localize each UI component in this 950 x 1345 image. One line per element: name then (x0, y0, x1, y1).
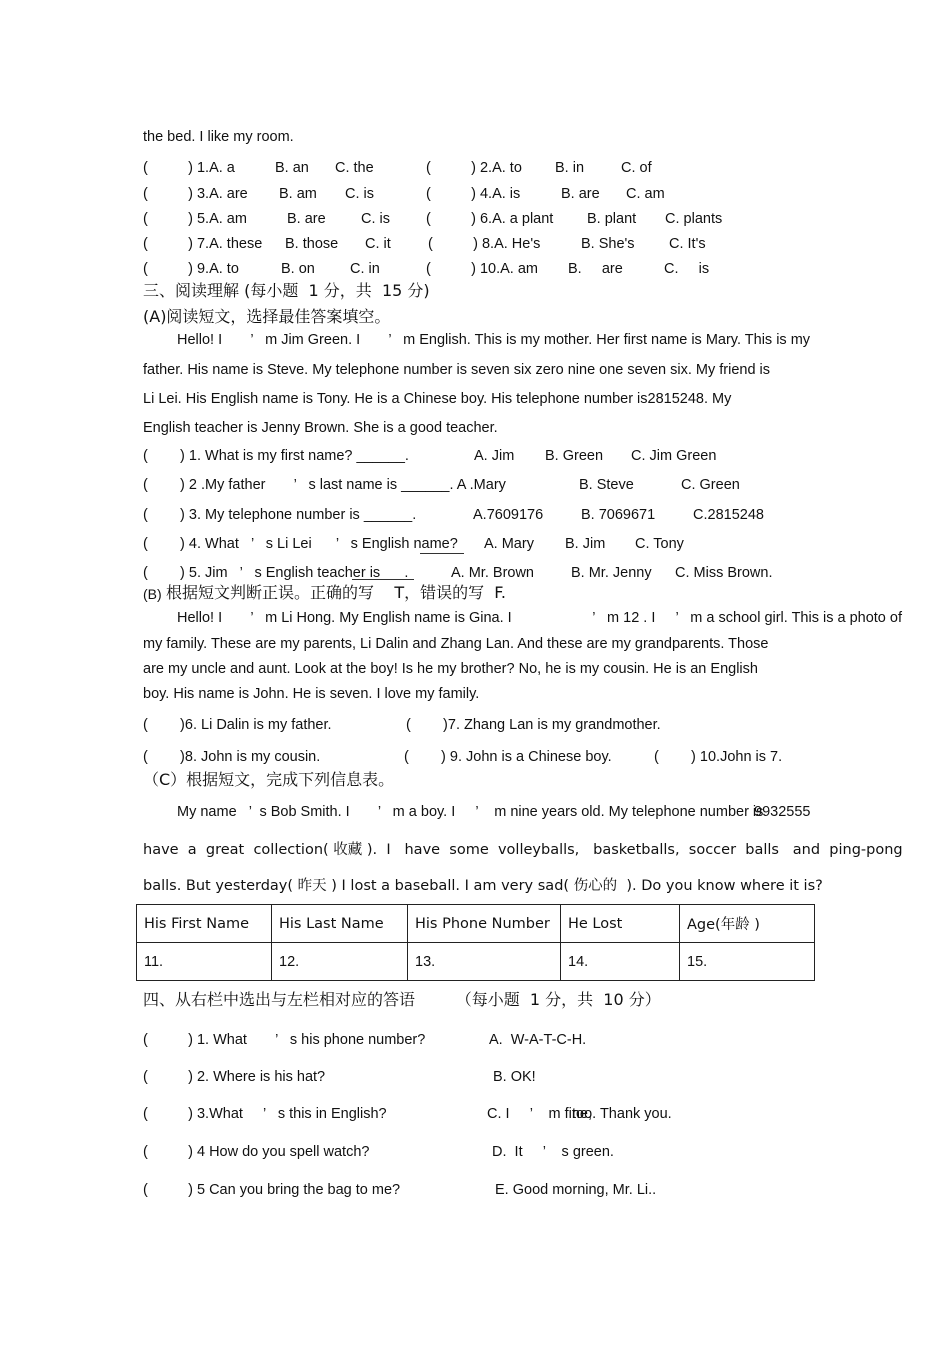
partA-passage-line2: father. His name is Steve. My telephone number is seven six zero nine one seven six. My friend is (143, 362, 771, 378)
partA-q5: ( ) 5. Jim ’ s English teacher is . (143, 565, 409, 581)
table-header-cell: He Lost (561, 905, 680, 943)
partB-q6: ( )6. Li Dalin is my father. (143, 717, 332, 733)
cloze-q4: ( ) 4.A. is (426, 186, 521, 202)
cloze-q2-b: B. in (555, 160, 585, 176)
table-cell[interactable]: 11. (137, 943, 272, 981)
cloze-q8: ( ) 8.A. He's (428, 236, 541, 252)
cloze-q7-b: B. those (285, 236, 339, 252)
partA-passage-line1: Hello! I ’ m Jim Green. I ’ m English. This is my mother. Her first name is Mary. This is my (177, 332, 811, 348)
cloze-q1-b: B. an (275, 160, 309, 176)
table-header-cell: His Phone Number (408, 905, 561, 943)
partC-passage-line2: have a great collection( 收藏 ). I have some volleyballs, basketballs, soccer balls and ping-pong (143, 842, 903, 858)
cloze-q10-c: C. is (664, 261, 710, 277)
partA-q4: ( ) 4. What ’ s Li Lei ’ s English name? (143, 536, 458, 552)
cloze-q7: ( ) 7.A. these (143, 236, 263, 252)
cloze-q3: ( ) 3.A. are (143, 186, 248, 202)
partA-q5-c: C. Miss Brown. (675, 565, 773, 581)
partB-q8: ( )8. John is my cousin. (143, 749, 321, 765)
partB-passage-line4: boy. His name is John. He is seven. I love my family. (143, 686, 480, 702)
partB-passage-line1: Hello! I ’ m Li Hong. My English name is Gina. I ’ m 12 . I ’ m a school girl. This is a photo of (177, 610, 902, 626)
cloze-q1: ( ) 1.A. a (143, 160, 235, 176)
match-right-d: D. It ’ s green. (492, 1144, 614, 1160)
match-right-a: A. W-A-T-C-H. (489, 1032, 587, 1048)
cloze-q8-c: C. It's (669, 236, 706, 252)
cloze-q5-b: B. are (287, 211, 326, 227)
cloze-q8-b: B. She's (581, 236, 635, 252)
table-cell[interactable]: 14. (561, 943, 680, 981)
cloze-q5: ( ) 5.A. am (143, 211, 247, 227)
partC-phone-number: 9932555 (754, 804, 811, 820)
match-right-e: E. Good morning, Mr. Li.. (495, 1182, 657, 1198)
passage-tail: the bed. I like my room. (143, 129, 294, 145)
partC-passage-line1: My name ’ s Bob Smith. I ’ m a boy. I ’ m nine years old. My telephone number is (177, 804, 764, 820)
partA-q4-b: B. Jim (565, 536, 606, 552)
cloze-q3-b: B. am (279, 186, 317, 202)
answer-underline (420, 553, 464, 554)
partC-title: （C）根据短文，完成下列信息表。 (143, 770, 395, 789)
match-right-c-extra: too. Thank you. (572, 1106, 672, 1122)
match-left-4: ( ) 4 How do you spell watch? (143, 1144, 370, 1160)
partA-q3: ( ) 3. My telephone number is ______. (143, 507, 417, 523)
partA-q4-c: C. Tony (635, 536, 684, 552)
partA-q2: ( ) 2 .My father ’ s last name is ______. A .Mary (143, 477, 506, 493)
partA-q1-a: A. Jim (474, 448, 515, 464)
partA-q2-b: B. Steve (579, 477, 634, 493)
table-cell[interactable]: 15. (680, 943, 815, 981)
match-left-2: ( ) 2. Where is his hat? (143, 1069, 326, 1085)
partA-q1-b: B. Green (545, 448, 604, 464)
cloze-q2-c: C. of (621, 160, 652, 176)
table-header-cell: His Last Name (272, 905, 408, 943)
table-cell[interactable]: 13. (408, 943, 561, 981)
match-left-5: ( ) 5 Can you bring the bag to me? (143, 1182, 401, 1198)
partB-q10: ( ) 10.John is 7. (654, 749, 783, 765)
partA-q5-a: A. Mr. Brown (451, 565, 534, 581)
answer-underline (352, 579, 414, 580)
partA-q3-c: C.2815248 (693, 507, 764, 523)
table-header-cell: His First Name (137, 905, 272, 943)
cloze-q10: ( ) 10.A. am (426, 261, 538, 277)
partB-title: 根据短文判断正误。正确的写 T，错误的写 F. (166, 583, 507, 602)
cloze-q1-c: C. the (335, 160, 374, 176)
cloze-q4-b: B. are (561, 186, 600, 202)
partA-q1: ( ) 1. What is my first name? ______. (143, 448, 409, 464)
partA-q1-c: C. Jim Green (631, 448, 717, 464)
cloze-q5-c: C. is (361, 211, 390, 227)
partA-q3-a: A.7609176 (473, 507, 544, 523)
partB-q9: ( ) 9. John is a Chinese boy. (404, 749, 612, 765)
table-header-cell: Age(年龄 ) (680, 905, 815, 943)
cloze-q7-c: C. it (365, 236, 391, 252)
table-cell[interactable]: 12. (272, 943, 408, 981)
partA-q5-b: B. Mr. Jenny (571, 565, 652, 581)
section3-title: 三、阅读理解 (每小题 1 分，共 15 分) (143, 281, 430, 300)
cloze-q10-b: B. are (568, 261, 623, 277)
cloze-q9-c: C. in (350, 261, 380, 277)
partA-q4-a: A. Mary (484, 536, 534, 552)
cloze-q2: ( ) 2.A. to (426, 160, 522, 176)
partB-passage-line2: my family. These are my parents, Li Dalin and Zhang Lan. And these are my grandparents. Those (143, 636, 769, 652)
partB-passage-line3: are my uncle and aunt. Look at the boy! Is he my brother? No, he is my cousin. He is an English (143, 661, 758, 677)
cloze-q6-b: B. plant (587, 211, 637, 227)
table-header-row (137, 905, 815, 943)
cloze-q6: ( ) 6.A. a plant (426, 211, 554, 227)
cloze-q9-b: B. on (281, 261, 315, 277)
cloze-q6-c: C. plants (665, 211, 723, 227)
partB-label: (B) (143, 586, 162, 602)
cloze-q9: ( ) 9.A. to (143, 261, 239, 277)
match-right-c: C. I ’ m fine, (487, 1106, 593, 1122)
info-table (136, 904, 815, 981)
match-right-b: B. OK! (493, 1069, 536, 1085)
match-left-3: ( ) 3.What ’ s this in English? (143, 1106, 387, 1122)
cloze-q4-c: C. am (626, 186, 665, 202)
partC-passage-line3: balls. But yesterday( 昨天 ) I lost a baseball. I am very sad( 伤心的 ). Do you know where it is? (143, 878, 823, 894)
section4-title: 四、从右栏中选出与左栏相对应的答语 （每小题 1 分，共 10 分） (143, 990, 661, 1009)
partA-title: (A)阅读短文，选择最佳答案填空。 (143, 307, 391, 326)
match-left-1: ( ) 1. What ’ s his phone number? (143, 1032, 426, 1048)
partA-passage-line3: Li Lei. His English name is Tony. He is a Chinese boy. His telephone number is2815248. My (143, 391, 732, 407)
partA-q3-b: B. 7069671 (581, 507, 656, 523)
partA-q2-c: C. Green (681, 477, 740, 493)
partB-q7: ( )7. Zhang Lan is my grandmother. (406, 717, 661, 733)
cloze-q3-c: C. is (345, 186, 374, 202)
partA-passage-line4: English teacher is Jenny Brown. She is a good teacher. (143, 420, 498, 436)
table-row (137, 943, 815, 981)
